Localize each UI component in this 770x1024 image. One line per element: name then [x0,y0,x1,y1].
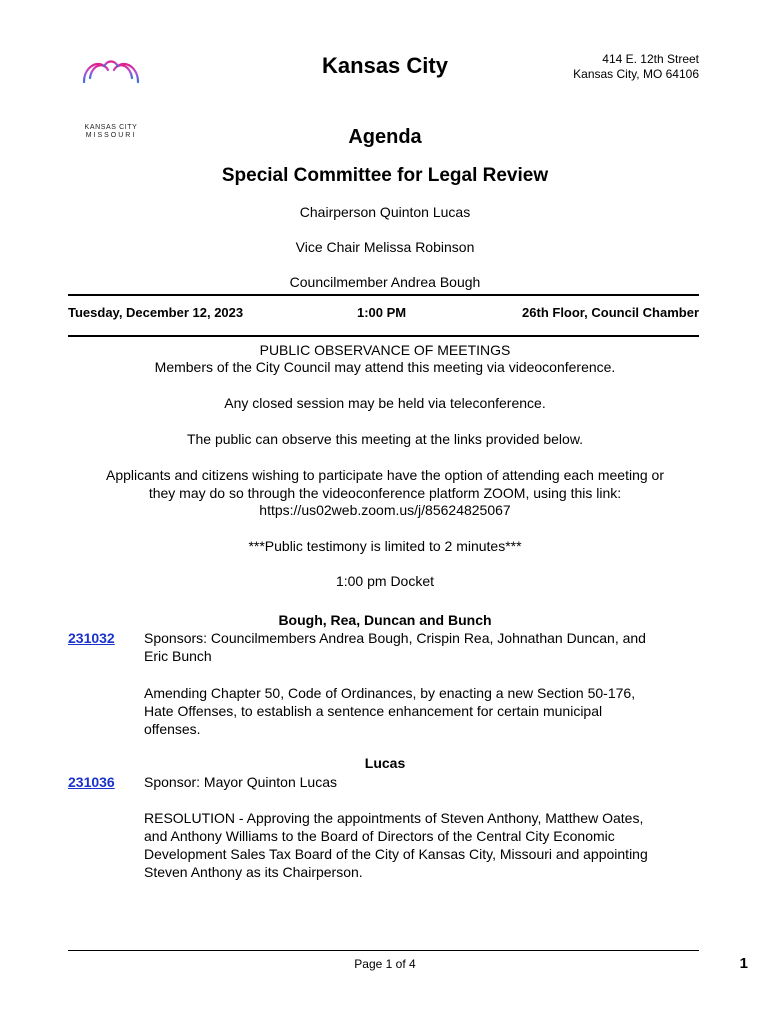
logo-wordmark: KANSAS CITY MISSOURI [84,124,138,139]
item-description: RESOLUTION - Approving the appointments of Steven Anthony, Matthew Oates, and Anthony Williams to the Board of Directors of the Central City Economic Development Sales Tax Board of the City of Kansas City, Missouri and appointing Steven Anthony as its Chairperson. [144,810,648,880]
notice-line-4a: Applicants and citizens wishing to participate have the option of attending each meeting or [105,467,665,483]
member-vice-chair: Vice Chair Melissa Robinson [295,239,475,255]
divider-top [68,294,699,296]
zoom-link[interactable]: https://us02web.zoom.us/j/85624825067 [259,502,511,518]
notice-line-3: The public can observe this meeting at the links provided below. [186,431,584,447]
notice-line-4b: they may do so through the videoconference platform ZOOM, using this link: [148,485,622,501]
meeting-date: Tuesday, December 12, 2023 [68,305,244,320]
city-title: Kansas City [322,53,448,78]
item-description: Amending Chapter 50, Code of Ordinances, by enacting a new Section 50-176, Hate Offenses, to establish a sentence enhancement for certain municipal offenses. [144,685,636,737]
item-number-link[interactable]: 231032 [68,630,115,646]
committee-name: Special Committee for Legal Review [221,165,549,186]
agenda-title: Agenda [348,126,422,148]
docket-label: 1:00 pm Docket [335,573,435,589]
footer-divider [68,950,699,951]
page-corner-number: 1 [739,955,748,972]
page-number: Page 1 of 4 [354,957,416,971]
city-address: 414 E. 12th Street Kansas City, MO 64106 [573,52,699,81]
item-sponsors: Sponsor: Mayor Quinton Lucas [144,774,337,790]
testimony-note: ***Public testimony is limited to 2 minutes*** [248,538,522,554]
divider-bottom [68,335,699,337]
member-chair: Chairperson Quinton Lucas [299,204,471,220]
notice-heading: PUBLIC OBSERVANCE OF MEETINGS [259,342,511,358]
sponsor-group-heading: Lucas [364,755,406,771]
notice-line-2: Any closed session may be held via teleconference. [224,395,546,411]
item-sponsors: Sponsors: Councilmembers Andrea Bough, Crispin Rea, Johnathan Duncan, and Eric Bunch [144,630,646,664]
notice-line-1: Members of the City Council may attend this meeting via videoconference. [154,359,616,375]
member-councilmember: Councilmember Andrea Bough [289,274,481,290]
meeting-location: 26th Floor, Council Chamber [522,305,699,320]
meeting-time: 1:00 PM [357,305,407,320]
item-number-link[interactable]: 231036 [68,774,115,790]
sponsor-group-heading: Bough, Rea, Duncan and Bunch [278,612,492,628]
